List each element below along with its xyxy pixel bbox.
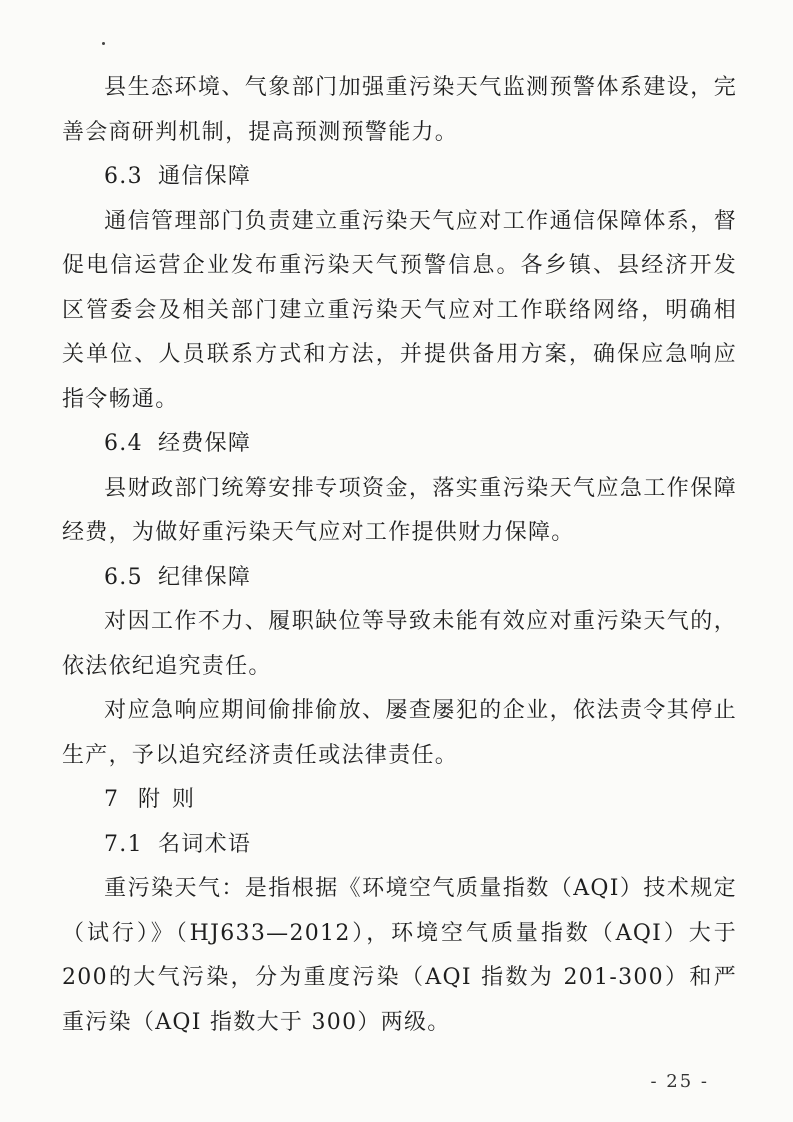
chapter-title: 附则 bbox=[138, 787, 207, 812]
paragraph-text: 县财政部门统筹安排专项资金，落实重污染天气应急工作保障经费，为做好重污染天气应对工作提供财力保障。 bbox=[62, 475, 737, 545]
section-heading-6-3 bbox=[0, 155, 793, 200]
section-heading-7-1 bbox=[0, 823, 793, 868]
paragraph-text: 通信管理部门负责建立重污染天气应对工作通信保障体系，督促电信运营企业发布重污染天气预警信息。各乡镇、县经济开发区管委会及相关部门建立重污染天气应对工作联络网络，明确相关单位、人员联系方式和方法，并提供备用方案，确保应急响应指令畅通。 bbox=[62, 208, 737, 412]
document-body bbox=[0, 66, 793, 1045]
section-heading-6-4 bbox=[0, 422, 793, 467]
paragraph-text: 重污染天气：是指根据《环境空气质量指数（AQI）技术规定（试行）》（HJ633—2012），环境空气质量指数（AQI）大于200的大气污染，分为重度污染（AQI 指数为 201-300）和严重污染（AQI 指数大于 300）两级。 bbox=[62, 876, 737, 1035]
section-title: 经费保障 bbox=[158, 431, 252, 456]
paragraph-definition bbox=[0, 867, 793, 1045]
paragraph-communication bbox=[0, 200, 793, 423]
paragraph-text: 对因工作不力、履职缺位等导致未能有效应对重污染天气的，依法依纪追究责任。 bbox=[62, 609, 737, 679]
paragraph-accountability bbox=[0, 600, 793, 689]
section-title: 纪律保障 bbox=[158, 564, 252, 590]
paragraph-monitoring bbox=[0, 66, 793, 155]
page-number: - 25 - bbox=[650, 1071, 709, 1092]
paragraph-text: 县生态环境、气象部门加强重污染天气监测预警体系建设，完善会商研判机制，提高预测预警能力。 bbox=[62, 75, 737, 145]
chapter-number: 7 bbox=[104, 787, 120, 812]
paragraph-text: 对应急响应期间偷排偷放、屡查屡犯的企业，依法责令其停止生产，予以追究经济责任或法律责任。 bbox=[62, 698, 737, 768]
paragraph-penalty bbox=[0, 689, 793, 778]
section-heading-6-5 bbox=[0, 556, 793, 601]
section-number: 6.3 bbox=[104, 164, 143, 189]
section-number: 6.5 bbox=[104, 564, 143, 590]
section-title: 名词术语 bbox=[158, 831, 252, 857]
section-number: 6.4 bbox=[104, 431, 143, 456]
chapter-heading-7 bbox=[0, 778, 793, 823]
paragraph-funding bbox=[0, 467, 793, 556]
section-title: 通信保障 bbox=[158, 164, 252, 189]
section-number: 7.1 bbox=[104, 831, 143, 857]
scan-speck bbox=[102, 42, 105, 45]
